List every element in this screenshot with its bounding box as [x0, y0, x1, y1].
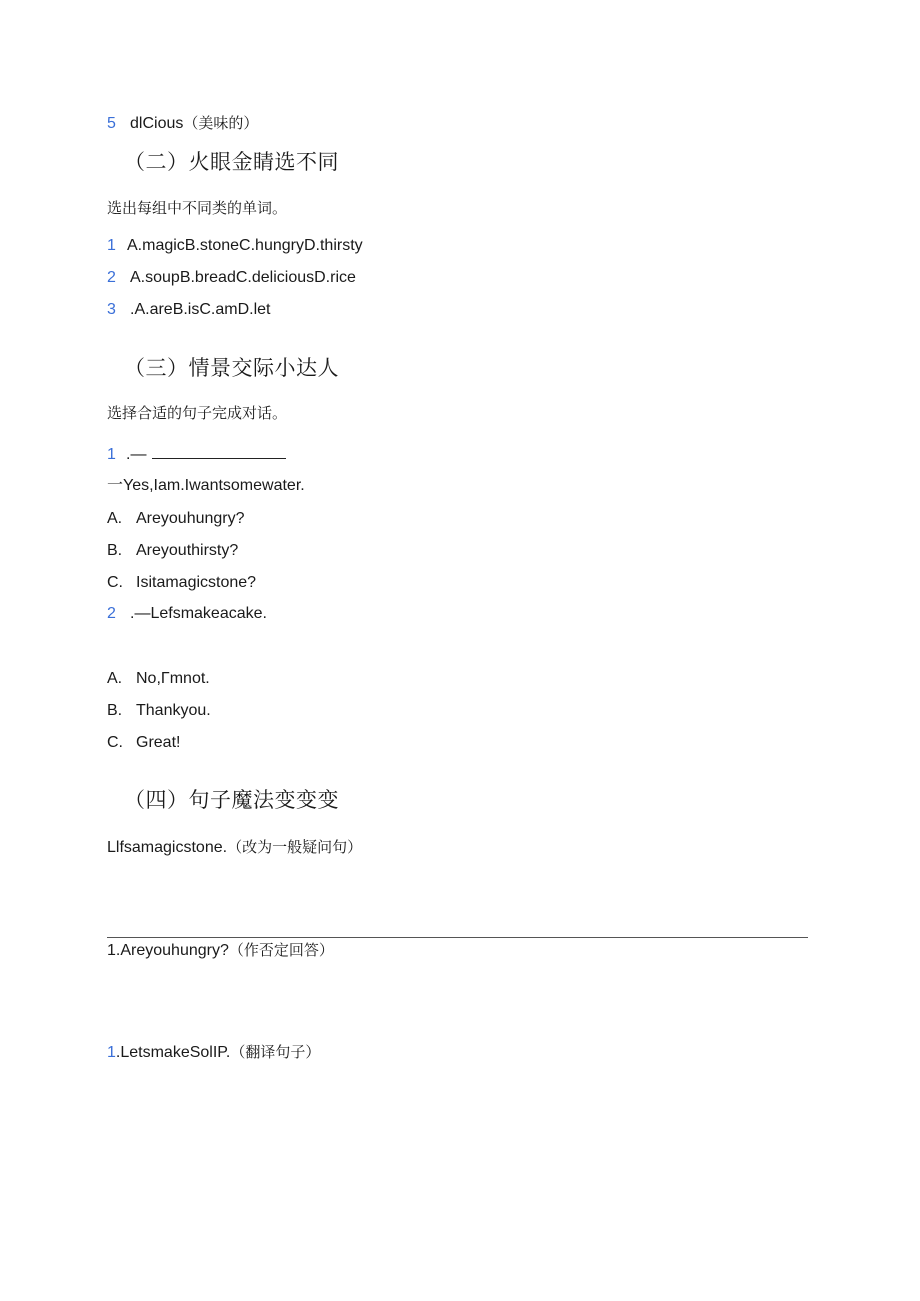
section-4-item-2 — [107, 940, 334, 961]
item-number: 1 — [107, 942, 116, 959]
dialogue-2-prompt — [107, 604, 267, 624]
option-letter: B. — [107, 702, 123, 719]
prompt-text: .—Lefsmakeacake. — [130, 605, 267, 622]
option-text: Areyouhungry? — [136, 510, 245, 527]
item-note: （改为一般疑问句） — [227, 838, 363, 856]
option-letter: C. — [107, 734, 123, 751]
option-letter: C. — [107, 574, 123, 591]
item-number: 1 — [107, 237, 116, 254]
option-text: Areyouthirsty? — [136, 542, 239, 559]
option-letter: B. — [107, 542, 123, 559]
dialogue-1-reply: 一Yes,Iam.Iwantsomewater. — [107, 477, 305, 494]
section-3-title: （三）情景交际小达人 — [124, 357, 339, 380]
item-text: .A.areB.isC.amD.let — [130, 301, 271, 318]
prompt-text: .— — [126, 446, 147, 463]
question-5-line — [107, 113, 258, 134]
item-text: A.soupB.breadC.deliciousD.rice — [130, 269, 356, 286]
section-2-title: （二）火眼金睛选不同 — [124, 151, 339, 174]
section-2-item-1 — [107, 236, 363, 256]
option-text: Thankyou. — [136, 702, 211, 719]
option-text: No,Γmnot. — [136, 670, 210, 687]
option-a[interactable] — [107, 509, 245, 529]
option-c[interactable] — [107, 573, 256, 593]
option-text: Great! — [136, 734, 181, 751]
item-text: Llfsamagicstone. — [107, 839, 228, 856]
item-note: （翻译句子） — [230, 1043, 321, 1061]
section-2-instruction: 选出每组中不同类的单词。 — [107, 199, 288, 217]
item-text: .LetsmakeSolIP. — [115, 1044, 231, 1061]
option-a[interactable] — [107, 669, 210, 689]
item-text: .Areyouhungry? — [115, 942, 229, 959]
section-3-instruction: 选择合适的句子完成对话。 — [107, 404, 288, 422]
option-c[interactable] — [107, 733, 180, 753]
option-text: Isitamagicstone? — [136, 574, 257, 591]
item-note: （作否定回答） — [228, 941, 334, 959]
option-letter: A. — [107, 670, 123, 687]
item-number: 1 — [107, 1044, 116, 1061]
item-number: 3 — [107, 301, 116, 318]
section-4-item-1 — [107, 837, 362, 858]
answer-blank[interactable] — [152, 442, 286, 459]
option-b[interactable] — [107, 701, 211, 721]
question-number: 1 — [107, 446, 116, 463]
option-b[interactable] — [107, 541, 238, 561]
item-text: A.magicB.stoneC.hungryD.thirsty — [127, 237, 363, 254]
question-text: dlCious — [130, 115, 184, 132]
dialogue-1-prompt — [107, 442, 286, 465]
answer-line — [107, 937, 808, 938]
question-number: 2 — [107, 605, 116, 622]
question-note: （美味的） — [183, 114, 259, 132]
option-letter: A. — [107, 510, 123, 527]
section-4-item-3 — [107, 1042, 320, 1063]
section-4-title: （四）句子魔法变变变 — [124, 789, 339, 812]
section-2-item-3 — [107, 300, 270, 320]
question-number: 5 — [107, 115, 116, 132]
item-number: 2 — [107, 269, 116, 286]
section-2-item-2 — [107, 268, 356, 288]
